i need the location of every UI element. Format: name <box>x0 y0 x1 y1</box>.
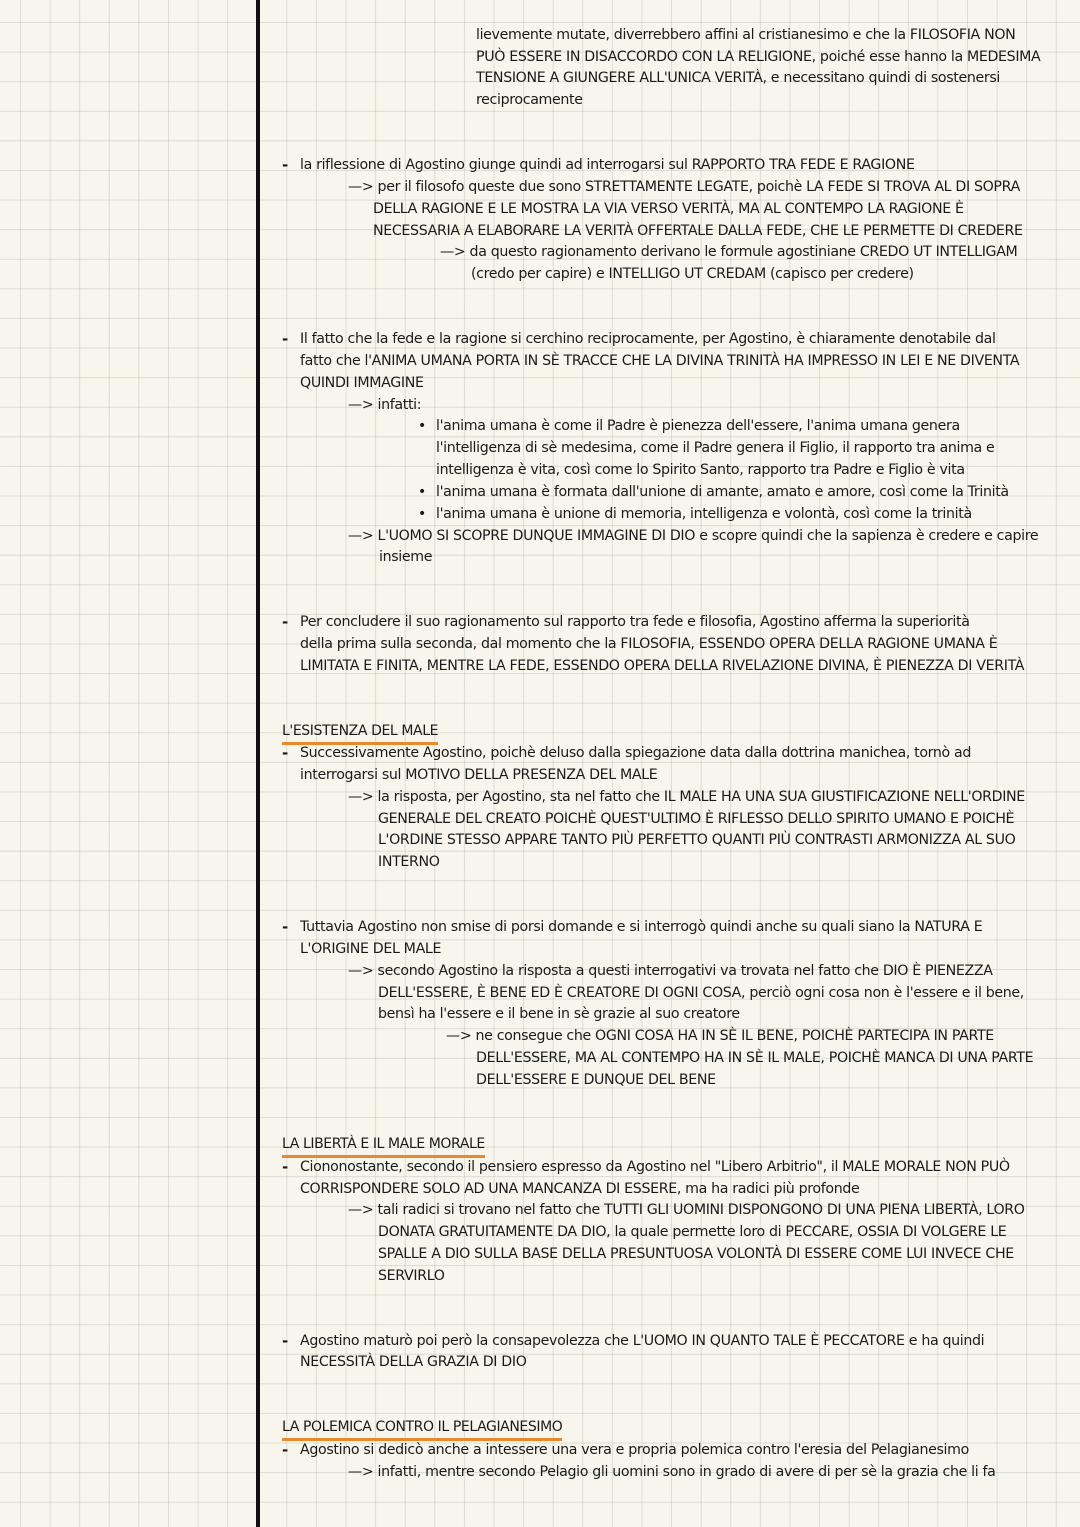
dash-bullet-icon: - <box>282 156 289 174</box>
text-line: l'anima umana è formata dall'unione di amante, amato e amore, così come la Trinità <box>436 484 1009 500</box>
dash-bullet-icon: - <box>282 1441 289 1459</box>
bullet-icon: • <box>418 418 427 434</box>
arrow-line: —> L'UOMO SI SCOPRE DUNQUE IMMAGINE DI DIO e scopre quindi che la sapienza è credere e capire <box>348 528 1039 544</box>
text-line: L'ORDINE STESSO APPARE TANTO PIÙ PERFETTO QUANTI PIÙ CONTRASTI ARMONIZZA AL SUO <box>378 832 1016 848</box>
text-line: DELLA RAGIONE E LE MOSTRA LA VIA VERSO VERITÀ, MA AL CONTEMPO LA RAGIONE È <box>373 201 964 217</box>
text-line: la riflessione di Agostino giunge quindi ad interrogarsi sul RAPPORTO TRA FEDE E RAGIONE <box>300 157 915 173</box>
text-line: DONATA GRATUITAMENTE DA DIO, la quale permette loro di PECCARE, OSSIA DI VOLGERE LE <box>378 1224 1007 1240</box>
arrow-line: —> la risposta, per Agostino, sta nel fatto che IL MALE HA UNA SUA GIUSTIFICAZIONE NELL'ORDINE <box>348 789 1025 805</box>
text-line: LIMITATA E FINITA, MENTRE LA FEDE, ESSENDO OPERA DELLA RIVELAZIONE DIVINA, È PIENEZZA DI VERITÀ <box>300 658 1025 674</box>
text-line: Il fatto che la fede e la ragione si cerchino reciprocamente, per Agostino, è chiaramente denotabile dal <box>300 331 996 347</box>
text-line: reciprocamente <box>476 92 583 108</box>
arrow-line: —> infatti, mentre secondo Pelagio gli uomini sono in grado di avere di per sè la grazia che li fa <box>348 1464 996 1480</box>
dash-bullet-icon: - <box>282 330 289 348</box>
text-line: Per concludere il suo ragionamento sul rapporto tra fede e filosofia, Agostino afferma la superiorità <box>300 614 970 630</box>
text-line: QUINDI IMMAGINE <box>300 375 424 391</box>
section-heading: LA POLEMICA CONTRO IL PELAGIANESIMO <box>282 1417 562 1441</box>
text-line: (credo per capire) e INTELLIGO UT CREDAM (capisco per credere) <box>471 266 914 282</box>
dash-bullet-icon: - <box>282 1158 289 1176</box>
text-line: l'intelligenza di sè medesima, come il Padre genera il Figlio, il rapporto tra anima e <box>436 440 995 456</box>
text-line: Agostino maturò poi però la consapevolezza che L'UOMO IN QUANTO TALE È PECCATORE e ha quindi <box>300 1333 985 1349</box>
text-line: Successivamente Agostino, poichè deluso dalla spiegazione data dalla dottrina manichea, tornò ad <box>300 745 972 761</box>
dash-bullet-icon: - <box>282 744 289 762</box>
arrow-line: —> ne consegue che OGNI COSA HA IN SÈ IL BENE, POICHÈ PARTECIPA IN PARTE <box>446 1028 994 1044</box>
text-line: NECESSITÀ DELLA GRAZIA DI DIO <box>300 1354 527 1370</box>
section-heading: LA LIBERTÀ E IL MALE MORALE <box>282 1134 485 1158</box>
text-line: l'anima umana è unione di memoria, intelligenza e volontà, così come la trinità <box>436 506 972 522</box>
text-line: TENSIONE A GIUNGERE ALL'UNICA VERITÀ, e necessitano quindi di sostenersi <box>476 70 1001 86</box>
dash-bullet-icon: - <box>282 918 289 936</box>
arrow-line: —> infatti: <box>348 397 422 413</box>
text-line: Ciononostante, secondo il pensiero espresso da Agostino nel "Libero Arbitrio", il MALE MORALE NON PUÒ <box>300 1159 1010 1175</box>
text-line: DELL'ESSERE E DUNQUE DEL BENE <box>476 1072 716 1088</box>
text-line: DELL'ESSERE, È BENE ED È CREATORE DI OGNI COSA, perciò ogni cosa non è l'essere e il bene, <box>378 985 1024 1001</box>
text-line: Tuttavia Agostino non smise di porsi domande e si interrogò quindi anche su quali siano la NATURA E <box>300 919 983 935</box>
text-line: CORRISPONDERE SOLO AD UNA MANCANZA DI ESSERE, ma ha radici più profonde <box>300 1181 860 1197</box>
dash-bullet-icon: - <box>282 1332 289 1350</box>
text-line: INTERNO <box>378 854 440 870</box>
text-line: DELL'ESSERE, MA AL CONTEMPO HA IN SÈ IL MALE, POICHÈ MANCA DI UNA PARTE <box>476 1050 1034 1066</box>
section-heading: L'ESISTENZA DEL MALE <box>282 721 438 745</box>
arrow-line: —> da questo ragionamento derivano le formule agostiniane CREDO UT INTELLIGAM <box>440 244 1018 260</box>
text-line: bensì ha l'essere e il bene in sè grazie al suo creatore <box>378 1006 740 1022</box>
text-line: l'anima umana è come il Padre è pienezza dell'essere, l'anima umana genera <box>436 418 960 434</box>
text-line: fatto che l'ANIMA UMANA PORTA IN SÈ TRACCE CHE LA DIVINA TRINITÀ HA IMPRESSO IN LEI E NE DIVENTA <box>300 353 1020 369</box>
text-line: intelligenza è vita, così come lo Spirito Santo, rapporto tra Padre e Figlio è vita <box>436 462 965 478</box>
bullet-icon: • <box>418 506 427 522</box>
text-line: L'ORIGINE DEL MALE <box>300 941 442 957</box>
text-line: lievemente mutate, diverrebbero affini al cristianesimo e che la FILOSOFIA NON <box>476 27 1016 43</box>
text-line: PUÒ ESSERE IN DISACCORDO CON LA RELIGIONE, poiché esse hanno la MEDESIMA <box>476 49 1041 65</box>
arrow-line: —> per il filosofo queste due sono STRETTAMENTE LEGATE, poichè LA FEDE SI TROVA AL DI SOPRA <box>348 179 1020 195</box>
arrow-line: —> secondo Agostino la risposta a questi interrogativi va trovata nel fatto che DIO È PIENEZZA <box>348 963 993 979</box>
bullet-icon: • <box>418 484 427 500</box>
text-line: SERVIRLO <box>378 1268 445 1284</box>
text-line: insieme <box>379 549 433 565</box>
text-line: GENERALE DEL CREATO POICHÈ QUEST'ULTIMO È RIFLESSO DELLO SPIRITO UMANO E POICHÈ <box>378 811 1015 827</box>
text-line: SPALLE A DIO SULLA BASE DELLA PRESUNTUOSA VOLONTÀ DI ESSERE COME LUI INVECE CHE <box>378 1246 1014 1262</box>
text-line: Agostino si dedicò anche a intessere una vera e propria polemica contro l'eresia del Pelagianesimo <box>300 1442 969 1458</box>
text-line: NECESSARIA A ELABORARE LA VERITÀ OFFERTALE DALLA FEDE, CHE LE PERMETTE DI CREDERE <box>373 223 1023 239</box>
text-line: della prima sulla seconda, dal momento che la FILOSOFIA, ESSENDO OPERA DELLA RAGIONE UMANA È <box>300 636 998 652</box>
arrow-line: —> tali radici si trovano nel fatto che TUTTI GLI UOMINI DISPONGONO DI UNA PIENA LIBERTÀ, LORO <box>348 1202 1025 1218</box>
dash-bullet-icon: - <box>282 613 289 631</box>
text-line: interrogarsi sul MOTIVO DELLA PRESENZA DEL MALE <box>300 767 658 783</box>
